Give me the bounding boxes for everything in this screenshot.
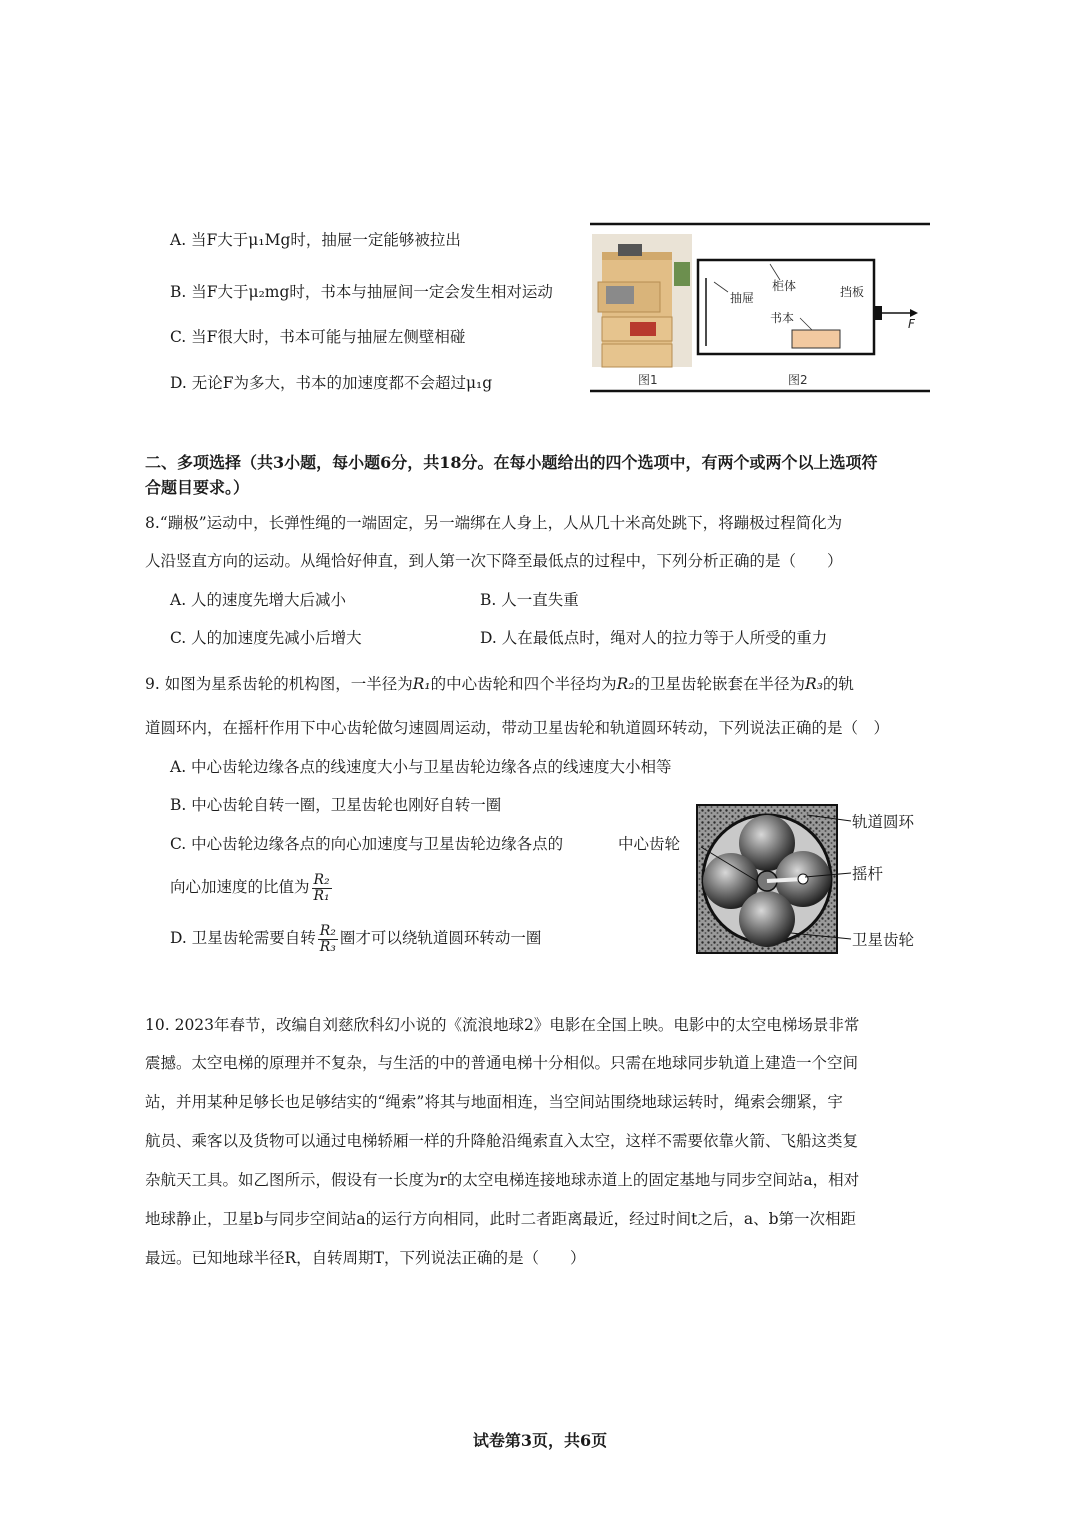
q9-option-c-text: 向心加速度的比值为 xyxy=(170,878,310,896)
q8-option-c: C. 人的加速度先减小后增大 xyxy=(170,629,362,647)
q10-line2: 震撼。太空电梯的原理并不复杂，与生活的中的普通电梯十分相似。只需在地球同步轨道上建造一个空间 xyxy=(145,1054,859,1072)
label-force: F xyxy=(908,317,915,331)
cabinet-photo xyxy=(592,234,692,367)
satellite-gear-bottom xyxy=(739,891,795,947)
q9-option-d xyxy=(170,918,541,958)
label-center-gear: 中心齿轮 xyxy=(618,835,681,853)
drawer-schematic xyxy=(698,260,918,354)
q9-option-d-text2: 圈才可以绕轨道圆环转动一圈 xyxy=(339,929,542,947)
force-arrow-head xyxy=(910,309,918,317)
q10-line1: 10. 2023年春节，改编自刘慈欣科幻小说的《流浪地球2》电影在全国上映。电影中的太空电梯场景非常 xyxy=(145,1016,860,1034)
q10-line5: 杂航天工具。如乙图所示，假设有一长度为r的太空电梯连接地球赤道上的固定基地与同步空间站a，相对 xyxy=(145,1171,860,1189)
q9-stem-part4: 的轨 xyxy=(822,675,854,693)
q8-option-a: A. 人的速度先增大后减小 xyxy=(170,591,347,609)
q9-option-d-text1: D. 卫星齿轮需要自转 xyxy=(170,929,316,947)
q9-stem-part3: 的卫星齿轮嵌套在半径为 xyxy=(634,675,806,693)
label-book: 书本 xyxy=(770,311,795,325)
q8-stem-line1: 8.“蹦极”运动中，长弹性绳的一端固定，另一端绑在人身上，人从几十米高处跳下，将蹦极过程简化为 xyxy=(145,514,843,532)
caption-fig2: 图2 xyxy=(788,373,808,387)
q9-r1: R₁ xyxy=(412,675,431,693)
label-drawer: 抽屉 xyxy=(730,291,755,305)
book-block xyxy=(792,330,840,348)
q9-stem-part2: 的中心齿轮和四个半径均为 xyxy=(430,675,617,693)
q9-option-b: B. 中心齿轮自转一圈，卫星齿轮也刚好自转一圈 xyxy=(170,796,502,814)
q9-option-c-line2 xyxy=(170,867,334,907)
q10-line3: 站，并用某种足够长也足够结实的“绳索”将其与地面相连，当空间站围绕地球运转时，绳索会绷紧，宇 xyxy=(145,1093,843,1111)
q10-line7: 最远。已知地球半径R，自转周期T，下列说法正确的是（ ） xyxy=(145,1249,586,1267)
q9-stem-line2: 道圆环内，在摇杆作用下中心齿轮做匀速圆周运动，带动卫星齿轮和轨道圆环转动，下列说法正确的是（ ） xyxy=(145,719,890,737)
q9-option-a: A. 中心齿轮边缘各点的线速度大小与卫星齿轮边缘各点的线速度大小相等 xyxy=(170,758,672,776)
q8-option-d: D. 人在最低点时，绳对人的拉力等于人所受的重力 xyxy=(480,629,828,647)
q9-stem-line1 xyxy=(145,673,854,695)
rocker-pivot xyxy=(798,874,808,884)
caption-fig1: 图1 xyxy=(638,373,658,387)
label-baffle: 挡板 xyxy=(840,285,865,299)
page-footer: 试卷第3页，共6页 xyxy=(472,1431,608,1450)
q7-option-d: D. 无论F为多大，书本的加速度都不会超过μ₁g xyxy=(170,374,493,392)
q7-option-b: B. 当F大于μ₂mg时，书本与抽屉间一定会发生相对运动 xyxy=(170,283,553,301)
fraction-c: $\frac{\text{R₂}}{\text{R₁}}$ xyxy=(313,871,330,904)
section2-heading-line1: 二、多项选择（共3小题，每小题6分，共18分。在每小题给出的四个选项中，有两个或两个以上选项符 xyxy=(145,453,878,472)
q9-option-c-line1: C. 中心齿轮边缘各点的向心加速度与卫星齿轮边缘各点的 xyxy=(170,835,564,853)
fraction-d: $\frac{\text{R₂}}{\text{R₃}}$ xyxy=(319,922,336,955)
q7-option-a: A. 当F大于μ₁Mg时，抽屉一定能够被拉出 xyxy=(170,231,461,249)
q10-line4: 航员、乘客以及货物可以通过电梯轿厢一样的升降舱沿绳索直入太空，这样不需要依靠火箭、飞船这类复 xyxy=(145,1132,859,1150)
q7-figure xyxy=(590,222,935,394)
cabinet-outline xyxy=(698,260,874,354)
label-cabinet: 柜体 xyxy=(772,279,797,293)
q10-line6: 地球静止，卫星b与同步空间站a的运行方向相同，此时二者距离最近，经过时间t之后，a、b第一次相距 xyxy=(145,1210,857,1228)
q7-option-c: C. 当F很大时，书本可能与抽屉左侧壁相碰 xyxy=(170,328,466,346)
label-rocker: 摇杆 xyxy=(852,865,884,883)
q8-stem-line2: 人沿竖直方向的运动。从绳恰好伸直，到人第一次下降至最低点的过程中，下列分析正确的是（ ） xyxy=(145,552,843,570)
q9-r2: R₂ xyxy=(616,675,635,693)
section2-heading-line2: 合题目要求。） xyxy=(145,478,250,497)
label-satellite-gear: 卫星齿轮 xyxy=(852,931,915,949)
baffle-plate xyxy=(874,306,882,320)
q9-stem-part1: 9. 如图为星系齿轮的机构图，一半径为 xyxy=(145,675,413,693)
q8-option-b: B. 人一直失重 xyxy=(480,591,579,609)
q9-r3: R₃ xyxy=(805,675,823,693)
label-orbit-ring: 轨道圆环 xyxy=(852,813,915,831)
